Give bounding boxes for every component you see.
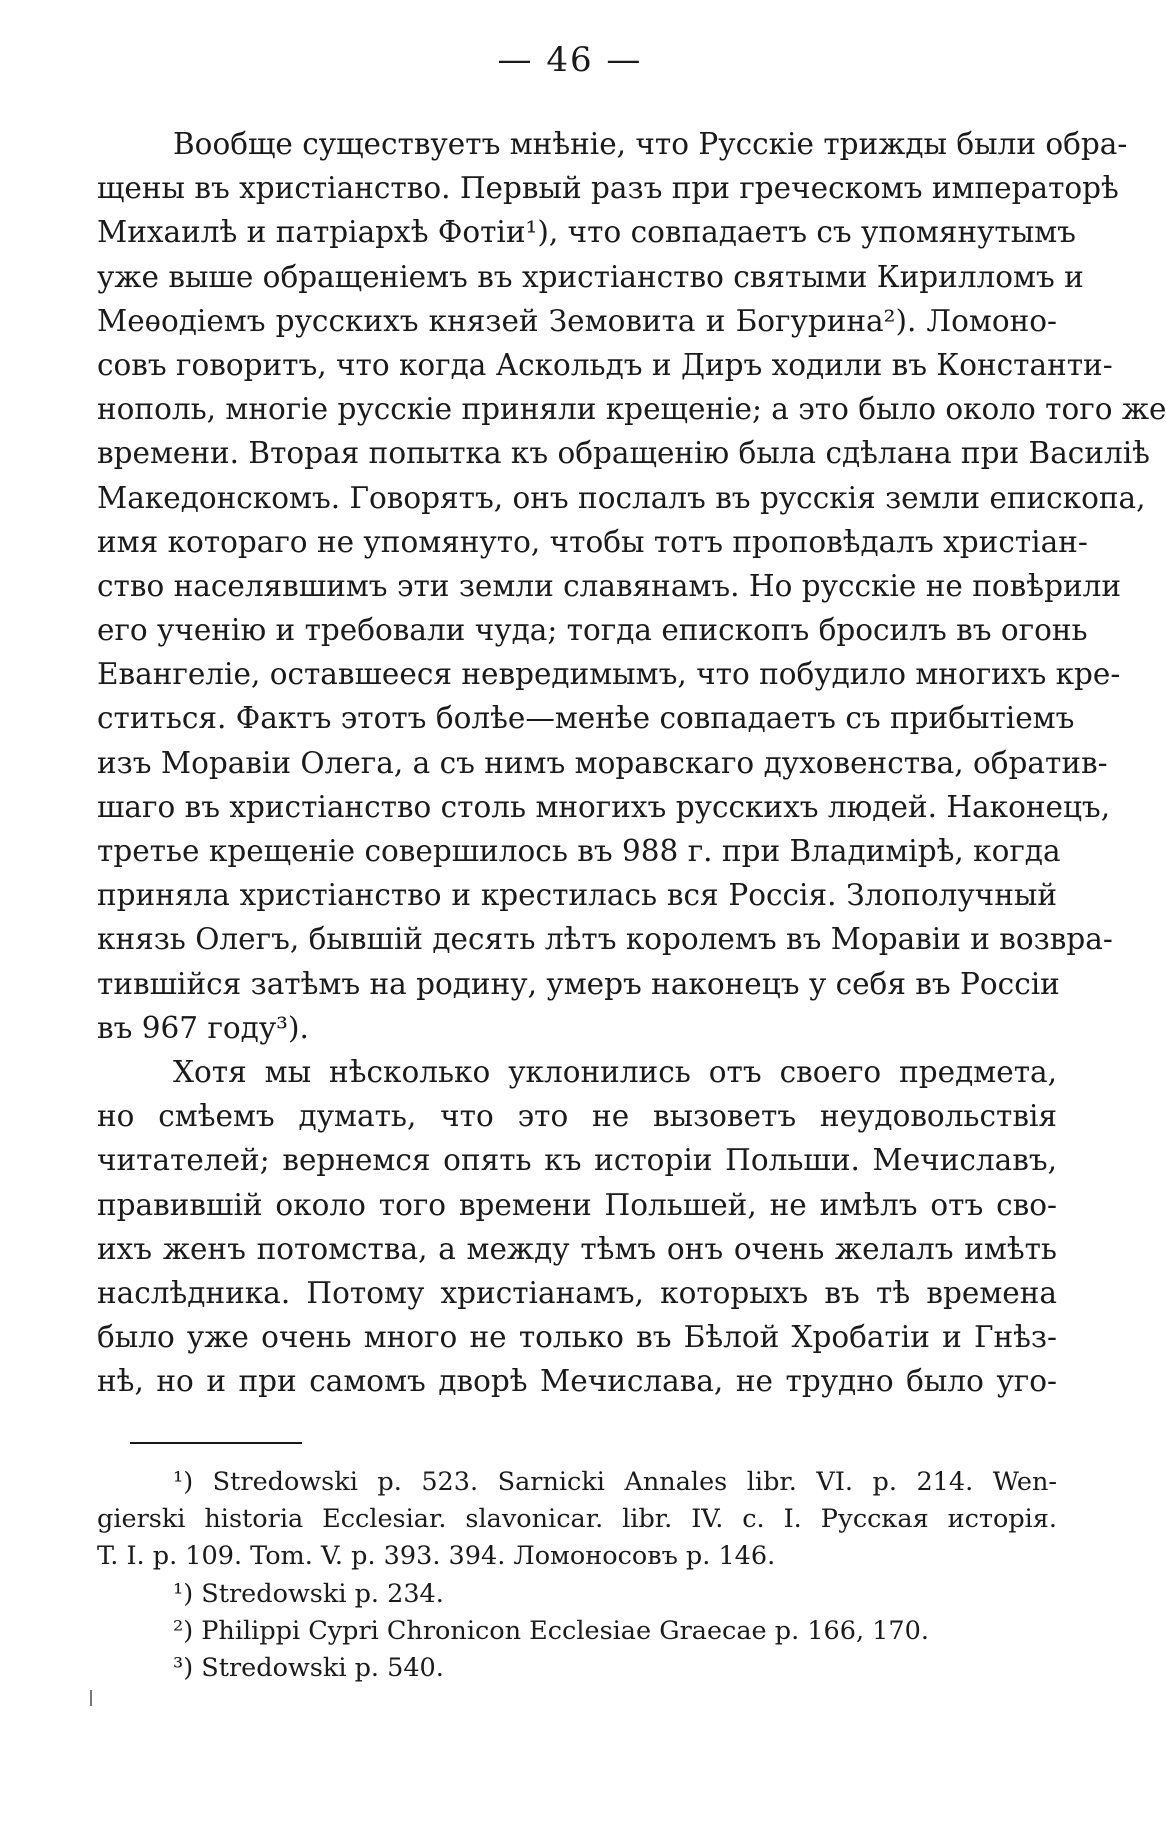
text-line: было уже очень много не только въ Бѣлой Хробатіи и Гнѣз- [97,1320,1057,1355]
text-line: времени. Вторая попытка къ обращенію была сдѣлана при Василіѣ [97,436,1150,471]
text-line: князь Олегъ, бывшій десять лѣтъ королемъ въ Моравіи и возвра- [97,922,1113,957]
paragraph-1 [97,122,1166,1050]
text-line: третье крещеніе совершилось въ 988 г. при Владимірѣ, когда [97,834,1061,868]
text-line: ихъ женъ потомства, а между тѣмъ онъ очень желалъ имѣть [97,1231,1057,1266]
text-line: Македонскомъ. Говорятъ, онъ послалъ въ русскія земли епископа, [97,480,1146,515]
text-line: наслѣдника. Потому христіанамъ, которыхъ въ тѣ времена [97,1275,1057,1310]
text-line: имя котораго не упомянуто, чтобы тотъ проповѣдалъ христіан- [97,524,1088,559]
scan-mark [90,1690,92,1706]
text-line: ститься. Фактъ этотъ болѣе—менѣе совпадаетъ съ прибытіемъ [97,701,1075,736]
text-line: Хотя мы нѣсколько уклонились отъ своего предмета, [173,1054,1057,1089]
text-line: нѣ, но и при самомъ дворѣ Мечислава, не трудно было уго- [97,1364,1057,1399]
text-line: шаго въ христіанство столь многихъ русскихъ людей. Наконецъ, [97,789,1111,824]
text-line: Михаилѣ и патріархѣ Фотіи¹), что совпадаетъ съ упомянутымъ [97,215,1076,250]
text-line: Меѳодіемъ русскихъ князей Земовита и Богурина²). Ломоно- [97,303,1057,338]
text-line: въ 967 году³). [97,1010,309,1045]
footnote-line: ¹) Stredowski p. 523. Sarnicki Annales libr. VI. p. 214. Wen- [173,1467,1057,1497]
footnote-line: ¹) Stredowski p. 234. [173,1578,444,1609]
page-number: — 46 — [497,40,643,80]
text-line: Евангеліе, оставшееся невредимымъ, что побудило многихъ кре- [97,657,1121,692]
footnote-line: ³) Stredowski p. 540. [173,1652,444,1683]
text-line: совъ говоритъ, что когда Аскольдъ и Диръ ходили въ Константи- [97,347,1113,382]
text-line: его ученію и требовали чуда; тогда епископъ бросилъ въ огонь [97,613,1088,648]
paragraph-2 [97,1050,1057,1404]
text-line: изъ Моравіи Олега, а съ нимъ моравскаго духовенства, обратив- [97,745,1108,780]
text-line: тившійся затѣмъ на родину, умеръ наконецъ у себя въ Россіи [97,966,1060,1001]
footnote-line: T. I. p. 109. Tom. V. p. 393. 394. Ломоносовъ p. 146. [97,1541,776,1572]
text-line: Вообще существуетъ мнѣніе, что Русскіе трижды были обра- [173,127,1128,161]
text-line: приняла христіанство и крестилась вся Россія. Злополучный [97,878,1057,913]
text-line: правившій около того времени Польшей, не имѣлъ отъ сво- [97,1187,1057,1222]
text-line: уже выше обращеніемъ въ христіанство святыми Кирилломъ и [97,259,1084,294]
text-line: ство населявшимъ эти земли славянамъ. Но русскіе не повѣрили [97,568,1122,603]
footnote-line: ²) Philippi Cypri Chronicon Ecclesiae Graecae p. 166, 170. [173,1615,929,1646]
text-line: щены въ христіанство. Первый разъ при греческомъ императорѣ [97,171,1119,206]
footnote-line: gierski historia Ecclesiar. slavonicar. libr. IV. c. I. Русская исторія. [97,1504,1057,1535]
footnotes [97,1464,1057,1687]
text-line: но смѣемъ думать, что это не вызоветъ неудовольствія [97,1099,1057,1134]
footnote-divider [130,1442,302,1444]
text-line: читателей; вернемся опять къ исторіи Польши. Мечиславъ, [97,1143,1057,1178]
body-text [97,122,1166,1403]
text-line: нополь, многіе русскіе приняли крещеніе; а это было около того же [97,392,1166,427]
